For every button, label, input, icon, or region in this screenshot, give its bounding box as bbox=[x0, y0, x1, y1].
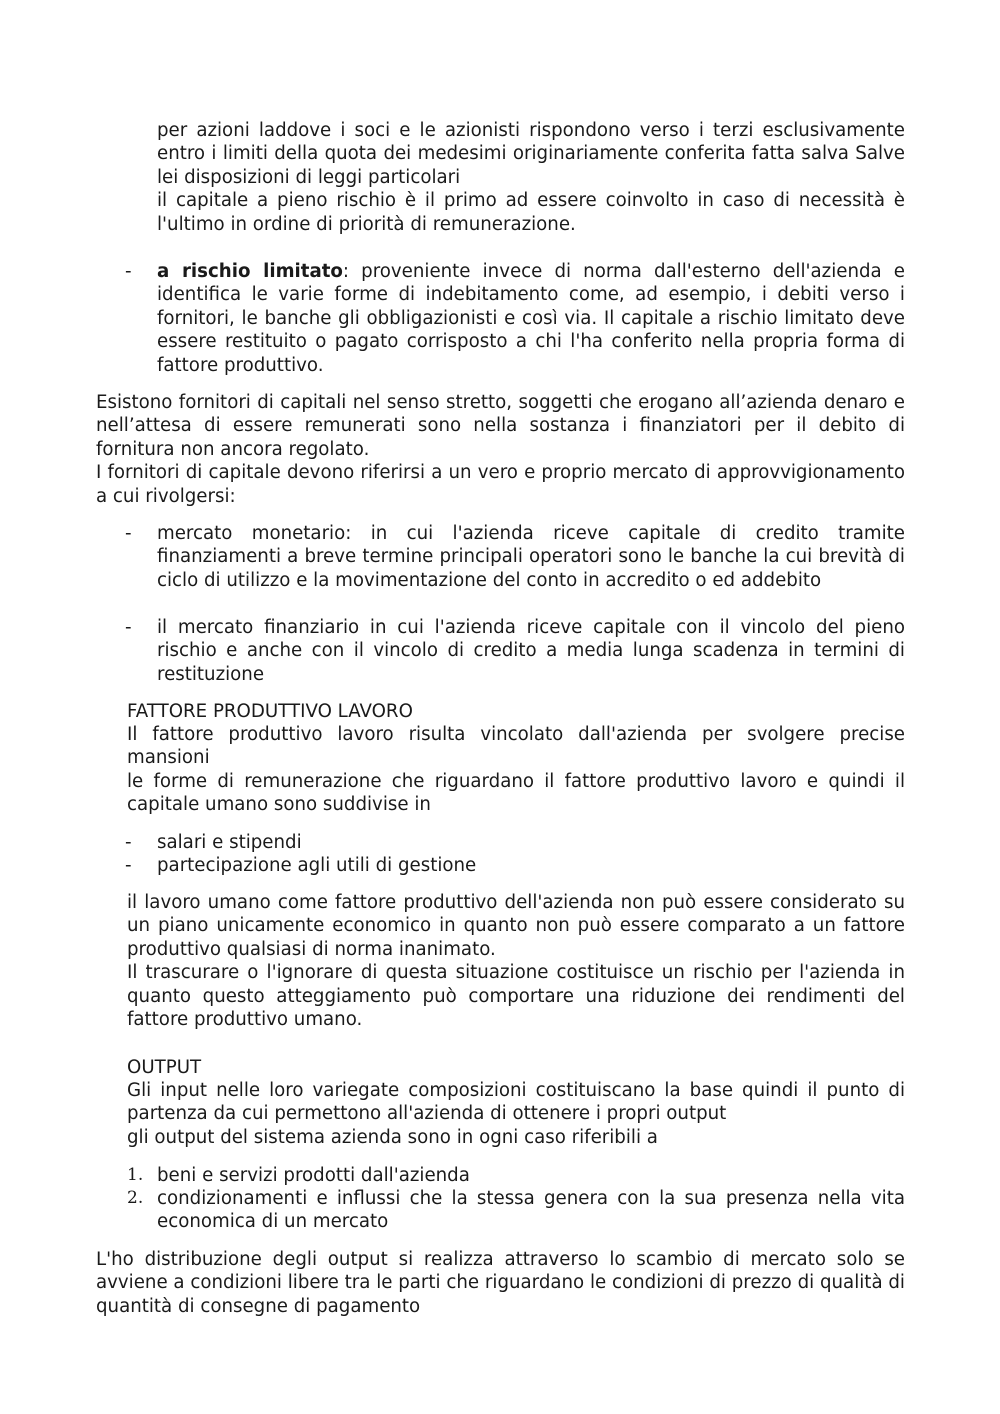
fornitori-paragraph-2: I fornitori di capitale devono riferirsi a un vero e proprio mercato di approvvigionamento a cui rivolgersi: bbox=[96, 462, 905, 507]
continuation-paragraph: per azioni laddove i soci e le azionisti rispondono verso i terzi esclusivamente entro i limiti della quota dei medesimi originariamente conferita fatta salva Salve lei disposizioni di leggi particolari bbox=[157, 120, 905, 188]
rischio-limitato-text: : proveniente invece di norma dall'esterno dell'azienda e identifica le varie forme di indebitamento come, ad esempio, i debiti verso i fornitori, le banche gli obbligazionisti e così via. Il capitale a rischio limitato deve essere restituito o pagato corrisposto a chi l'ha conferito nella propria forma di fattore produttivo. bbox=[157, 261, 906, 376]
lavoro-paragraph-2: le forme di remunerazione che riguardano il fattore produttivo lavoro e quindi il capitale umano sono suddivise in bbox=[127, 770, 905, 816]
numbered-item-2 bbox=[127, 1187, 905, 1234]
fornitori-block bbox=[96, 391, 905, 508]
final-paragraph: L'ho distribuzione degli output si realizza attraverso lo scambio di mercato solo se avviene a condizioni libere tra le parti che riguardano le condizioni di prezzo di qualità di quantità di consegne di pagamento bbox=[96, 1249, 905, 1317]
bullet-marker: - bbox=[125, 832, 132, 853]
mercato-finanziario-text: il mercato finanziario in cui l'azienda riceve capitale con il vincolo del pieno rischio e anche con il vincolo di credito a media lunga scadenza in termini di restituzione bbox=[157, 617, 905, 685]
lavoro-umano-block bbox=[127, 891, 905, 1031]
bullet-marker: - bbox=[125, 261, 132, 282]
rischio-limitato-item bbox=[157, 260, 905, 377]
lavoro-paragraph-4: Il trascurare o l'ignorare di questa situazione costituisce un rischio per l'azienda in quanto questo atteggiamento può comportare una riduzione dei rendimenti del fattore produttivo umano. bbox=[127, 962, 905, 1031]
lavoro-heading: FATTORE PRODUTTIVO LAVORO bbox=[127, 701, 413, 722]
bullet-marker: - bbox=[125, 855, 132, 876]
bullet-marker: - bbox=[125, 523, 132, 544]
output-paragraph-1: Gli input nelle loro variegate composizioni costituiscano la base quindi il punto di partenza da cui permettono all'azienda di ottenere i propri output bbox=[127, 1080, 905, 1125]
item-number: 1. bbox=[127, 1165, 144, 1185]
output-heading: OUTPUT bbox=[127, 1057, 202, 1078]
item-number: 2. bbox=[127, 1188, 144, 1208]
lavoro-paragraph-3: il lavoro umano come fattore produttivo dell'azienda non può essere considerato su un piano unicamente economico in quanto non può essere comparato a un fattore produttivo qualsiasi di norma inanimato. bbox=[127, 892, 905, 960]
fornitori-paragraph-1: Esistono fornitori di capitali nel senso stretto, soggetti che erogano all’azienda denaro e nell’attesa di essere remunerati sono nella sostanza i finanziatori per il debito di fornitura non ancora regolato. bbox=[96, 392, 905, 460]
list-item bbox=[157, 522, 905, 592]
mercato-monetario-text: mercato monetario: in cui l'azienda riceve capitale di credito tramite finanziamenti a breve termine principali operatori sono le banche la cui brevità di ciclo di utilizzo e la movimentazione del conto in accredito o ed addebito bbox=[157, 523, 905, 591]
output-block bbox=[127, 1079, 905, 1149]
list-item: salari e stipendi bbox=[157, 832, 302, 853]
numbered-item-1 bbox=[127, 1164, 905, 1187]
list-item bbox=[157, 616, 905, 686]
rischio-limitato-term: a rischio limitato bbox=[157, 261, 343, 282]
item-text: condizionamenti e influssi che la stessa genera con la sua presenza nella vita economica di un mercato bbox=[157, 1188, 905, 1233]
capitale-pieno-rischio-paragraph: il capitale a pieno rischio è il primo ad essere coinvolto in caso di necessità è l'ultimo in ordine di priorità di remunerazione. bbox=[157, 190, 905, 235]
continuation-block bbox=[157, 119, 905, 236]
output-paragraph-2: gli output del sistema azienda sono in ogni caso riferibili a bbox=[127, 1126, 658, 1148]
list-item: partecipazione agli utili di gestione bbox=[157, 855, 477, 876]
lavoro-paragraph-1: Il fattore produttivo lavoro risulta vincolato dall'azienda per svolgere precise mansioni bbox=[127, 724, 905, 769]
bullet-marker: - bbox=[125, 617, 132, 638]
item-text: beni e servizi prodotti dall'azienda bbox=[157, 1165, 470, 1186]
lavoro-block bbox=[127, 723, 905, 817]
